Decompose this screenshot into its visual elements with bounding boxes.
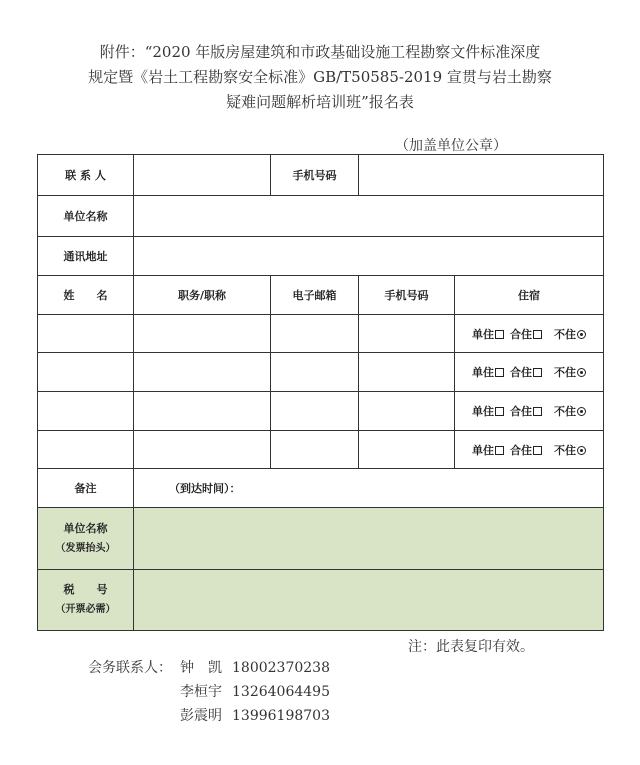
lodging-none-label: 不住 xyxy=(554,327,576,341)
mobile-field[interactable] xyxy=(359,155,604,196)
none-selected-radio-icon[interactable] xyxy=(577,368,586,377)
attendee-row xyxy=(38,353,604,392)
lodging-options xyxy=(455,353,604,392)
header-lodging: 住宿 xyxy=(455,276,604,315)
none-selected-radio-icon[interactable] xyxy=(577,330,586,339)
lodging-options xyxy=(455,392,604,431)
attendee-email-field[interactable] xyxy=(271,315,359,353)
lodging-shared-label: 合住 xyxy=(510,405,532,418)
single-checkbox-icon[interactable] xyxy=(495,330,504,339)
lodging-single-label: 单住 xyxy=(472,443,494,457)
tax-number-label xyxy=(38,570,134,631)
attendee-name-field[interactable] xyxy=(38,315,134,353)
attendee-email-field[interactable] xyxy=(271,353,359,392)
tax-number-subtitle: （开票必需） xyxy=(55,604,116,615)
stamp-note: （加盖单位公章） xyxy=(395,138,507,154)
remarks-label: 备注 xyxy=(38,469,134,508)
title-line-3: 疑难问题解析培训班”报名表 xyxy=(226,93,414,111)
attendee-position-field[interactable] xyxy=(134,392,271,431)
lodging-shared-label: 合住 xyxy=(510,327,532,341)
lodging-single-label: 单住 xyxy=(472,405,494,418)
mobile-label: 手机号码 xyxy=(271,155,359,196)
contact-label: 联 系 人 xyxy=(38,155,134,196)
attendee-name-field[interactable] xyxy=(38,392,134,431)
lodging-single-label: 单住 xyxy=(472,366,494,379)
invoice-unit-title: 单位名称 xyxy=(63,521,108,535)
single-checkbox-icon[interactable] xyxy=(495,368,504,377)
attendee-row xyxy=(38,392,604,431)
none-selected-radio-icon[interactable] xyxy=(577,407,586,416)
contact-phone: 13996198703 xyxy=(232,708,330,724)
attendee-name-field[interactable] xyxy=(38,353,134,392)
lodging-single-label: 单住 xyxy=(472,327,494,341)
footer-note: 注：此表复印有效。 xyxy=(408,639,534,655)
lodging-none-label: 不住 xyxy=(554,366,576,379)
single-checkbox-icon[interactable] xyxy=(495,407,504,416)
contact-name: 钟 凯 xyxy=(180,660,222,676)
tax-number-field[interactable] xyxy=(134,570,604,631)
lodging-shared-label: 合住 xyxy=(510,366,532,379)
shared-checkbox-icon[interactable] xyxy=(533,368,542,377)
registration-table xyxy=(37,154,604,631)
shared-checkbox-icon[interactable] xyxy=(533,446,542,455)
lodging-none-label: 不住 xyxy=(554,405,576,418)
invoice-unit-field[interactable] xyxy=(134,508,604,570)
attendee-mobile-field[interactable] xyxy=(359,392,455,431)
contact-phone: 18002370238 xyxy=(232,660,330,676)
attendee-position-field[interactable] xyxy=(134,353,271,392)
lodging-none-label: 不住 xyxy=(554,443,576,457)
lodging-shared-label: 合住 xyxy=(510,443,532,457)
none-selected-radio-icon[interactable] xyxy=(577,446,586,455)
invoice-unit-label xyxy=(38,508,134,570)
contacts-block xyxy=(88,656,330,728)
title-line-1: 附件：“2020 年版房屋建筑和市政基础设施工程勘察文件标准深度 xyxy=(99,43,541,61)
contact-name: 李桓宇 xyxy=(180,684,222,700)
header-name: 姓 名 xyxy=(38,276,134,315)
attendee-row xyxy=(38,315,604,353)
attendee-position-field[interactable] xyxy=(134,315,271,353)
header-email: 电子邮箱 xyxy=(271,276,359,315)
shared-checkbox-icon[interactable] xyxy=(533,407,542,416)
attendee-position-field[interactable] xyxy=(134,431,271,469)
lodging-options xyxy=(455,431,604,469)
single-checkbox-icon[interactable] xyxy=(495,446,504,455)
lodging-options xyxy=(455,315,604,353)
attendee-name-field[interactable] xyxy=(38,431,134,469)
form-title xyxy=(40,40,600,115)
unit-name-field[interactable] xyxy=(134,196,604,237)
title-line-2: 规定暨《岩土工程勘察安全标准》GB/T50585-2019 宣贯与岩土勘察 xyxy=(88,68,552,86)
unit-name-label: 单位名称 xyxy=(38,196,134,237)
attendee-mobile-field[interactable] xyxy=(359,315,455,353)
attendee-mobile-field[interactable] xyxy=(359,353,455,392)
arrival-time-field[interactable] xyxy=(134,469,604,508)
attendee-mobile-field[interactable] xyxy=(359,431,455,469)
contacts-label: 会务联系人： xyxy=(88,660,172,676)
shared-checkbox-icon[interactable] xyxy=(533,330,542,339)
tax-number-title: 税 号 xyxy=(63,583,108,596)
attendee-email-field[interactable] xyxy=(271,431,359,469)
header-mobile: 手机号码 xyxy=(359,276,455,315)
invoice-unit-subtitle: （发票抬头） xyxy=(55,542,116,554)
address-field[interactable] xyxy=(134,237,604,276)
contact-field[interactable] xyxy=(134,155,271,196)
arrival-time-label: （到达时间）： xyxy=(169,482,241,495)
attendee-row xyxy=(38,431,604,469)
contact-phone: 13264064495 xyxy=(232,684,330,700)
contact-name: 彭震明 xyxy=(180,708,222,724)
header-position: 职务/职称 xyxy=(134,276,271,315)
attendee-email-field[interactable] xyxy=(271,392,359,431)
address-label: 通讯地址 xyxy=(38,237,134,276)
